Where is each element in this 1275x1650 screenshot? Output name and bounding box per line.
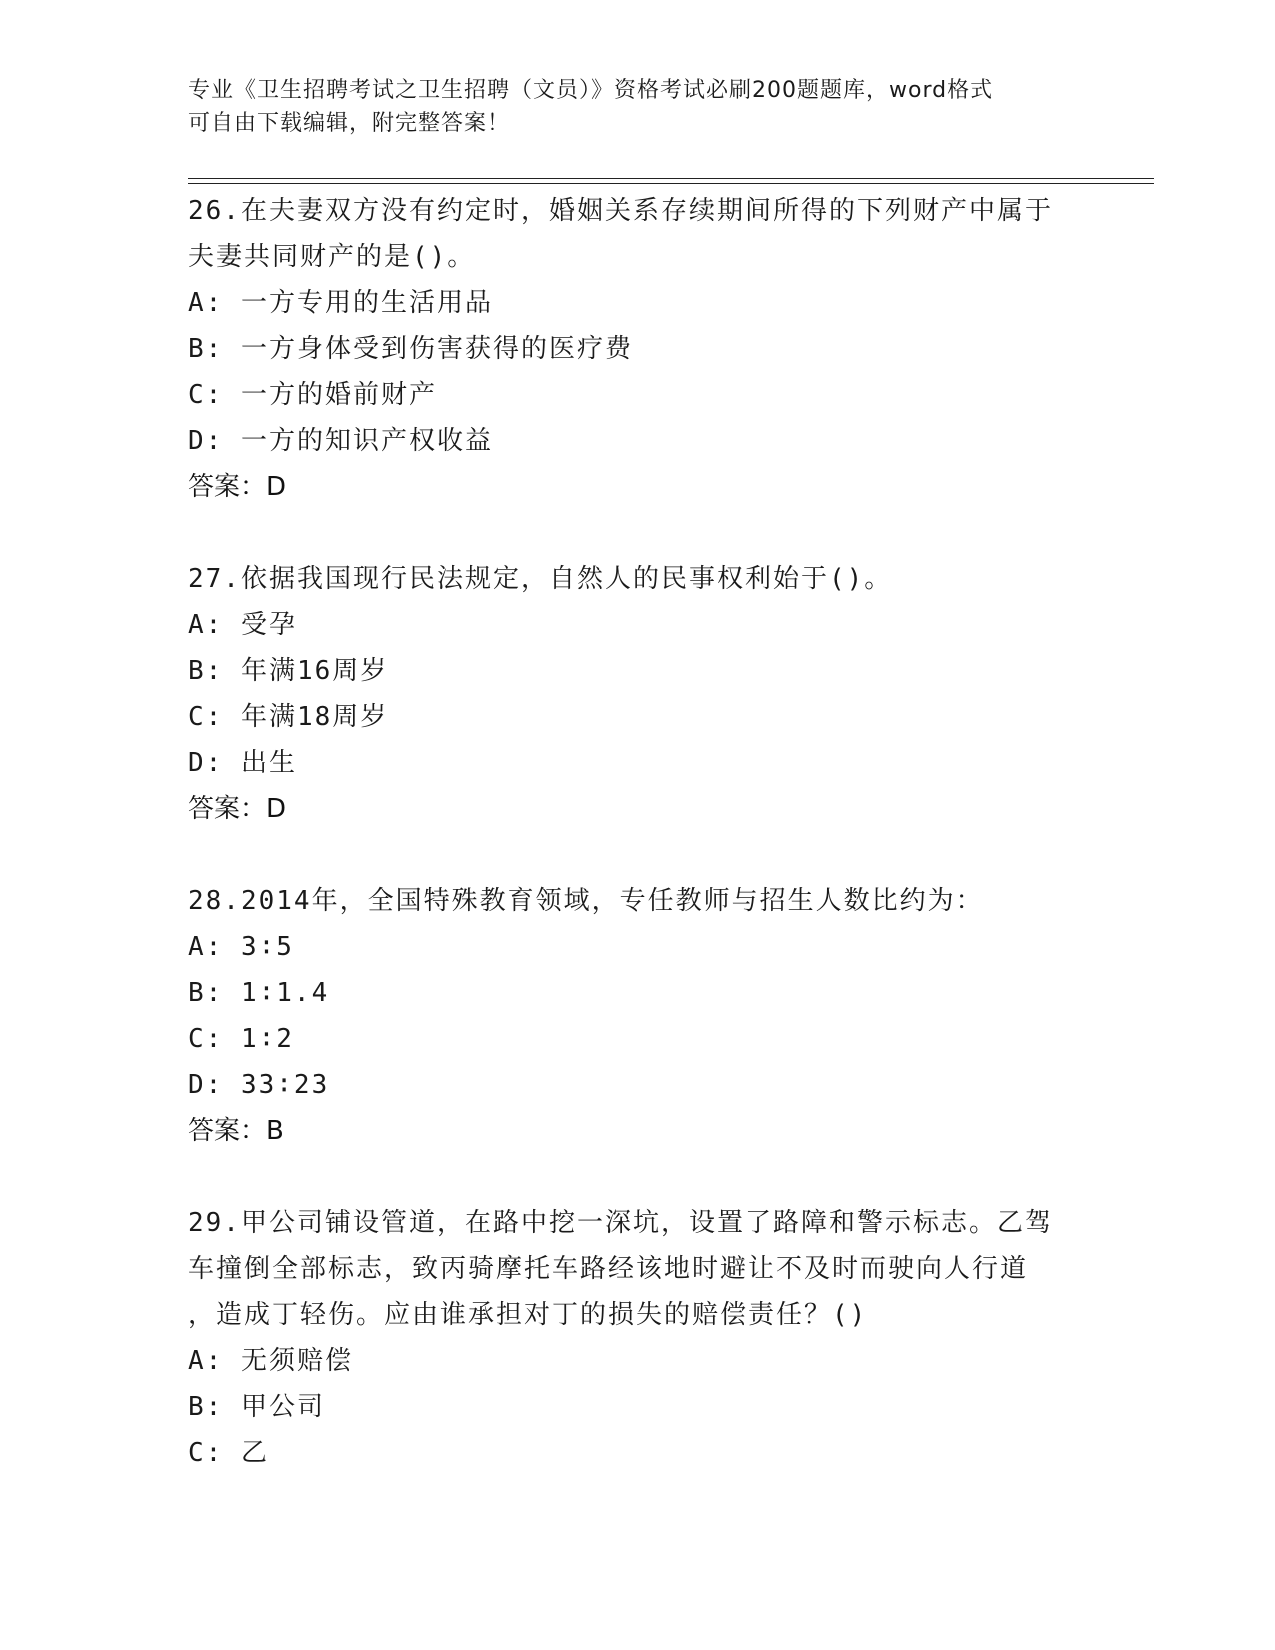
option-b: B: 甲公司 — [188, 1392, 325, 1422]
question-text: 夫妻共同财产的是()。 — [188, 242, 476, 272]
question-text: 27.依据我国现行民法规定，自然人的民事权利始于()。 — [188, 564, 893, 594]
document-header — [188, 74, 1088, 140]
question-text: 26.在夫妻双方没有约定时，婚姻关系存续期间所得的下列财产中属于 — [188, 196, 1053, 226]
option-d: D: 一方的知识产权收益 — [188, 426, 493, 456]
question-27 — [188, 556, 1088, 832]
question-text: ，造成丁轻伤。应由谁承担对丁的损失的赔偿责任？() — [188, 1300, 868, 1330]
answer-label: 答案：D — [188, 472, 287, 502]
question-text: 车撞倒全部标志，致丙骑摩托车路经该地时避让不及时而驶向人行道 — [188, 1254, 1029, 1284]
option-c: C: 乙 — [188, 1438, 269, 1468]
question-26 — [188, 188, 1088, 510]
option-b: B: 一方身体受到伤害获得的医疗费 — [188, 334, 633, 364]
header-line-2: 可自由下载编辑，附完整答案！ — [188, 111, 511, 136]
option-b: B: 1∶1.4 — [188, 978, 330, 1008]
question-28 — [188, 878, 1088, 1154]
question-text: 28.2014年，全国特殊教育领域，专任教师与招生人数比约为： — [188, 886, 984, 916]
option-d: D: 33∶23 — [188, 1070, 330, 1100]
option-b: B: 年满16周岁 — [188, 656, 389, 686]
option-c: C: 1∶2 — [188, 1024, 294, 1054]
question-29 — [188, 1200, 1088, 1476]
option-a: A: 一方专用的生活用品 — [188, 288, 493, 318]
option-c: C: 一方的婚前财产 — [188, 380, 437, 410]
question-list — [188, 188, 1088, 1522]
header-divider-bottom — [188, 183, 1154, 184]
answer-label: 答案：B — [188, 1116, 284, 1146]
answer-label: 答案：D — [188, 794, 287, 824]
option-c: C: 年满18周岁 — [188, 702, 389, 732]
header-line-1: 专业《卫生招聘考试之卫生招聘（文员）》资格考试必刷200题题库，word格式 — [188, 78, 994, 103]
option-a: A: 无须赔偿 — [188, 1346, 353, 1376]
option-a: A: 受孕 — [188, 610, 297, 640]
question-text: 29.甲公司铺设管道，在路中挖一深坑，设置了路障和警示标志。乙驾 — [188, 1208, 1053, 1238]
header-divider-top — [188, 178, 1154, 179]
option-a: A: 3∶5 — [188, 932, 294, 962]
option-d: D: 出生 — [188, 748, 297, 778]
